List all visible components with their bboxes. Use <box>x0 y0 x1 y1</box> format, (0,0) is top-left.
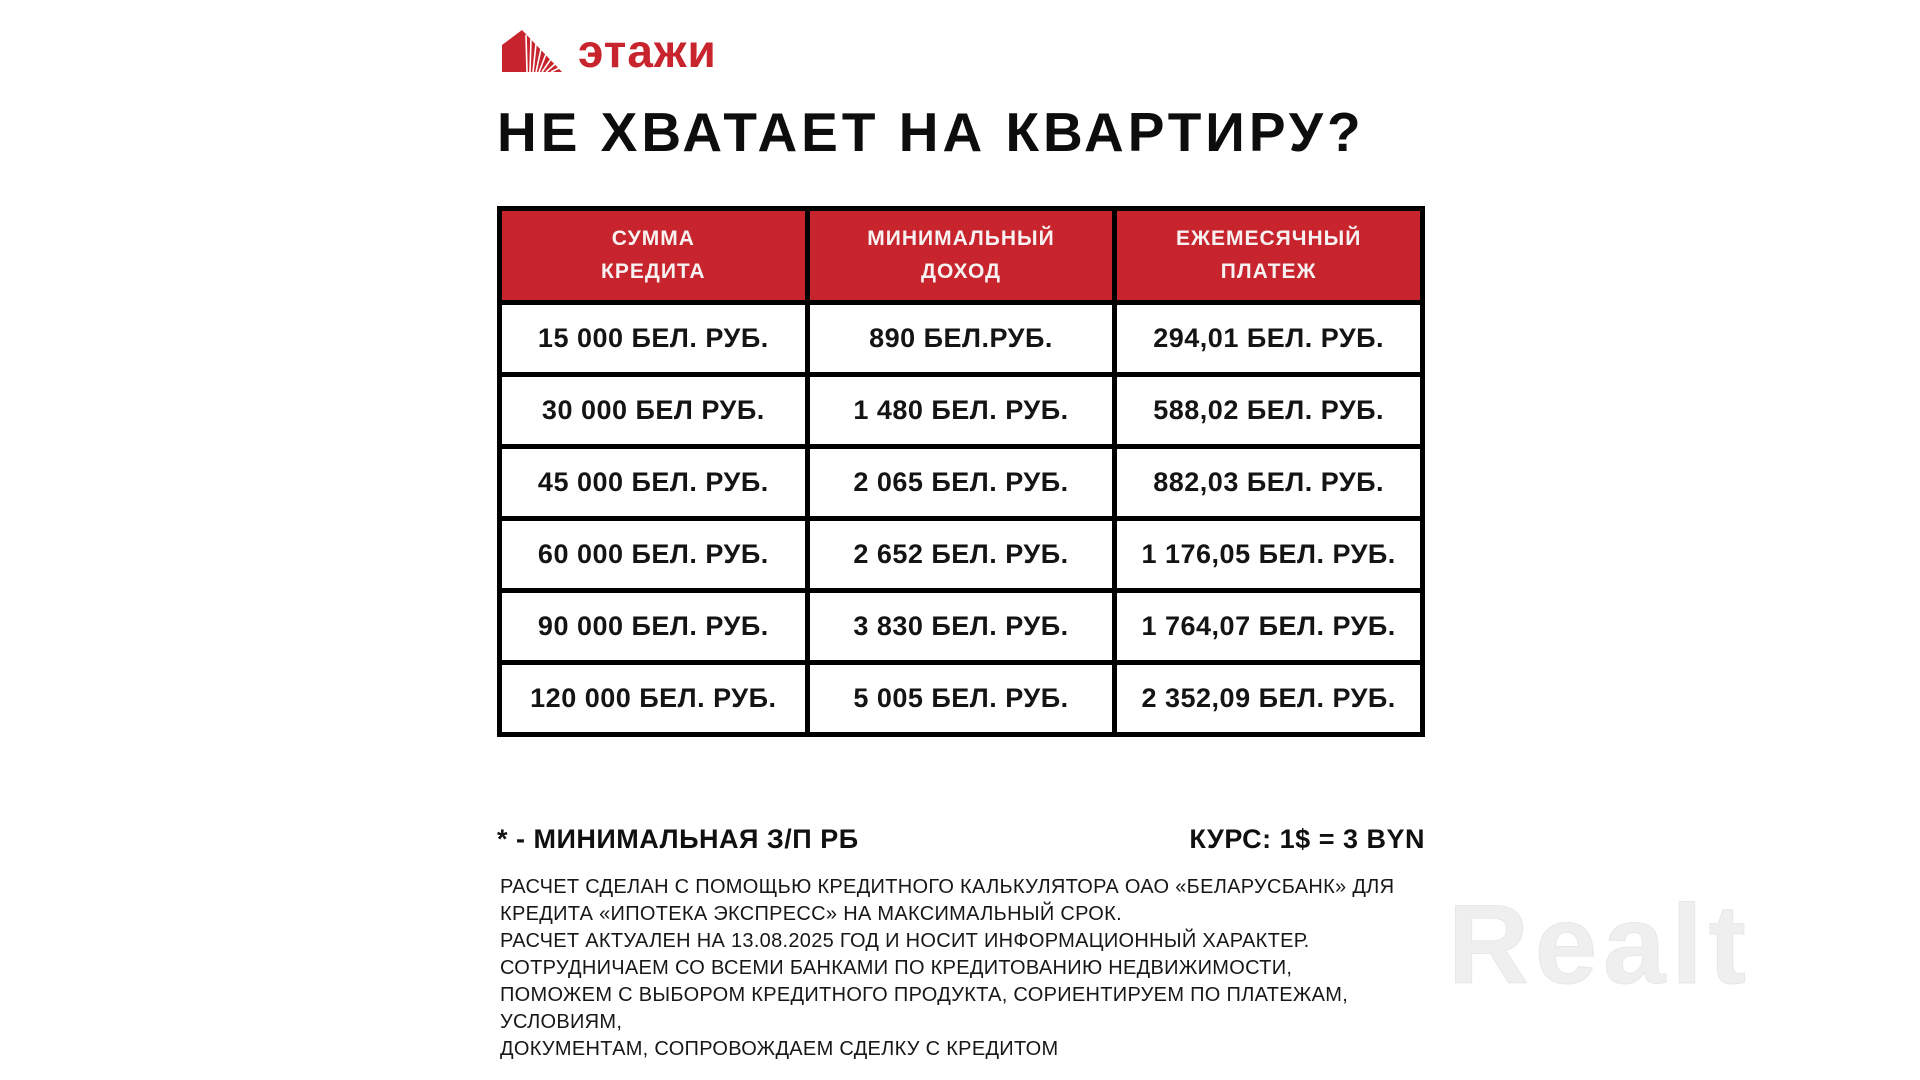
cell-credit-sum: 60 000 БЕЛ. РУБ. <box>500 519 808 591</box>
cell-monthly-payment: 1 764,07 БЕЛ. РУБ. <box>1115 591 1423 663</box>
cell-credit-sum: 90 000 БЕЛ. РУБ. <box>500 591 808 663</box>
col-header-line: ПЛАТЕЖ <box>1220 259 1317 283</box>
cell-min-income: 890 БЕЛ.РУБ. <box>807 303 1115 375</box>
etazhi-house-icon <box>500 26 564 76</box>
table-row <box>500 591 1423 663</box>
cell-credit-sum: 30 000 БЕЛ РУБ. <box>500 375 808 447</box>
table-row <box>500 303 1423 375</box>
cell-credit-sum: 120 000 БЕЛ. РУБ. <box>500 663 808 735</box>
disclaimer-line: КРЕДИТА «ИПОТЕКА ЭКСПРЕСС» НА МАКСИМАЛЬНЫЙ СРОК. <box>500 903 1122 925</box>
cell-min-income: 3 830 БЕЛ. РУБ. <box>807 591 1115 663</box>
page-title: НЕ ХВАТАЕТ НА КВАРТИРУ? <box>497 101 1365 163</box>
cell-min-income: 1 480 БЕЛ. РУБ. <box>807 375 1115 447</box>
table-row <box>500 375 1423 447</box>
disclaimer-line: ДОКУМЕНТАМ, СОПРОВОЖДАЕМ СДЕЛКУ С КРЕДИТОМ <box>500 1038 1059 1060</box>
col-header-line: ДОХОД <box>920 259 1001 283</box>
brand-logo <box>500 26 717 76</box>
cell-min-income: 2 652 БЕЛ. РУБ. <box>807 519 1115 591</box>
brand-logo-text: этажи <box>578 25 717 77</box>
cell-min-income: 2 065 БЕЛ. РУБ. <box>807 447 1115 519</box>
cell-monthly-payment: 2 352,09 БЕЛ. РУБ. <box>1115 663 1423 735</box>
cell-monthly-payment: 294,01 БЕЛ. РУБ. <box>1115 303 1423 375</box>
disclaimer-line: УСЛОВИЯМ, <box>500 1011 623 1033</box>
cell-credit-sum: 45 000 БЕЛ. РУБ. <box>500 447 808 519</box>
col-header-credit-sum <box>500 209 808 303</box>
table-row <box>500 447 1423 519</box>
cell-monthly-payment: 1 176,05 БЕЛ. РУБ. <box>1115 519 1423 591</box>
cell-monthly-payment: 882,03 БЕЛ. РУБ. <box>1115 447 1423 519</box>
realt-watermark: Realt <box>1448 882 1752 1007</box>
disclaimer-line: ПОМОЖЕМ С ВЫБОРОМ КРЕДИТНОГО ПРОДУКТА, СОРИЕНТИРУЕМ ПО ПЛАТЕЖАМ, <box>500 984 1349 1006</box>
disclaimer-line: РАСЧЕТ АКТУАЛЕН НА 13.08.2025 ГОД И НОСИТ ИНФОРМАЦИОННЫЙ ХАРАКТЕР. <box>500 930 1310 952</box>
col-header-line: ЕЖЕМЕСЯЧНЫЙ <box>1175 226 1362 250</box>
disclaimer-line: СОТРУДНИЧАЕМ СО ВСЕМИ БАНКАМИ ПО КРЕДИТОВАНИЮ НЕДВИЖИМОСТИ, <box>500 957 1293 979</box>
col-header-min-income <box>807 209 1115 303</box>
credit-table <box>497 206 1425 737</box>
col-header-line: КРЕДИТА <box>601 259 706 283</box>
cell-min-income: 5 005 БЕЛ. РУБ. <box>807 663 1115 735</box>
disclaimer-text <box>500 874 1430 1063</box>
col-header-monthly-payment <box>1115 209 1423 303</box>
footnote-exchange-rate: КУРС: 1$ = 3 BYN <box>1189 824 1425 854</box>
disclaimer-line: РАСЧЕТ СДЕЛАН С ПОМОЩЬЮ КРЕДИТНОГО КАЛЬКУЛЯТОРА ОАО «БЕЛАРУСБАНК» ДЛЯ <box>500 876 1395 898</box>
footnote-row <box>497 824 1425 855</box>
col-header-line: СУММА <box>611 226 695 250</box>
table-row <box>500 663 1423 735</box>
table-header-row <box>500 209 1423 303</box>
col-header-line: МИНИМАЛЬНЫЙ <box>867 226 1055 250</box>
cell-credit-sum: 15 000 БЕЛ. РУБ. <box>500 303 808 375</box>
table-row <box>500 519 1423 591</box>
footnote-min-salary: * - МИНИМАЛЬНАЯ З/П РБ <box>497 824 859 854</box>
cell-monthly-payment: 588,02 БЕЛ. РУБ. <box>1115 375 1423 447</box>
